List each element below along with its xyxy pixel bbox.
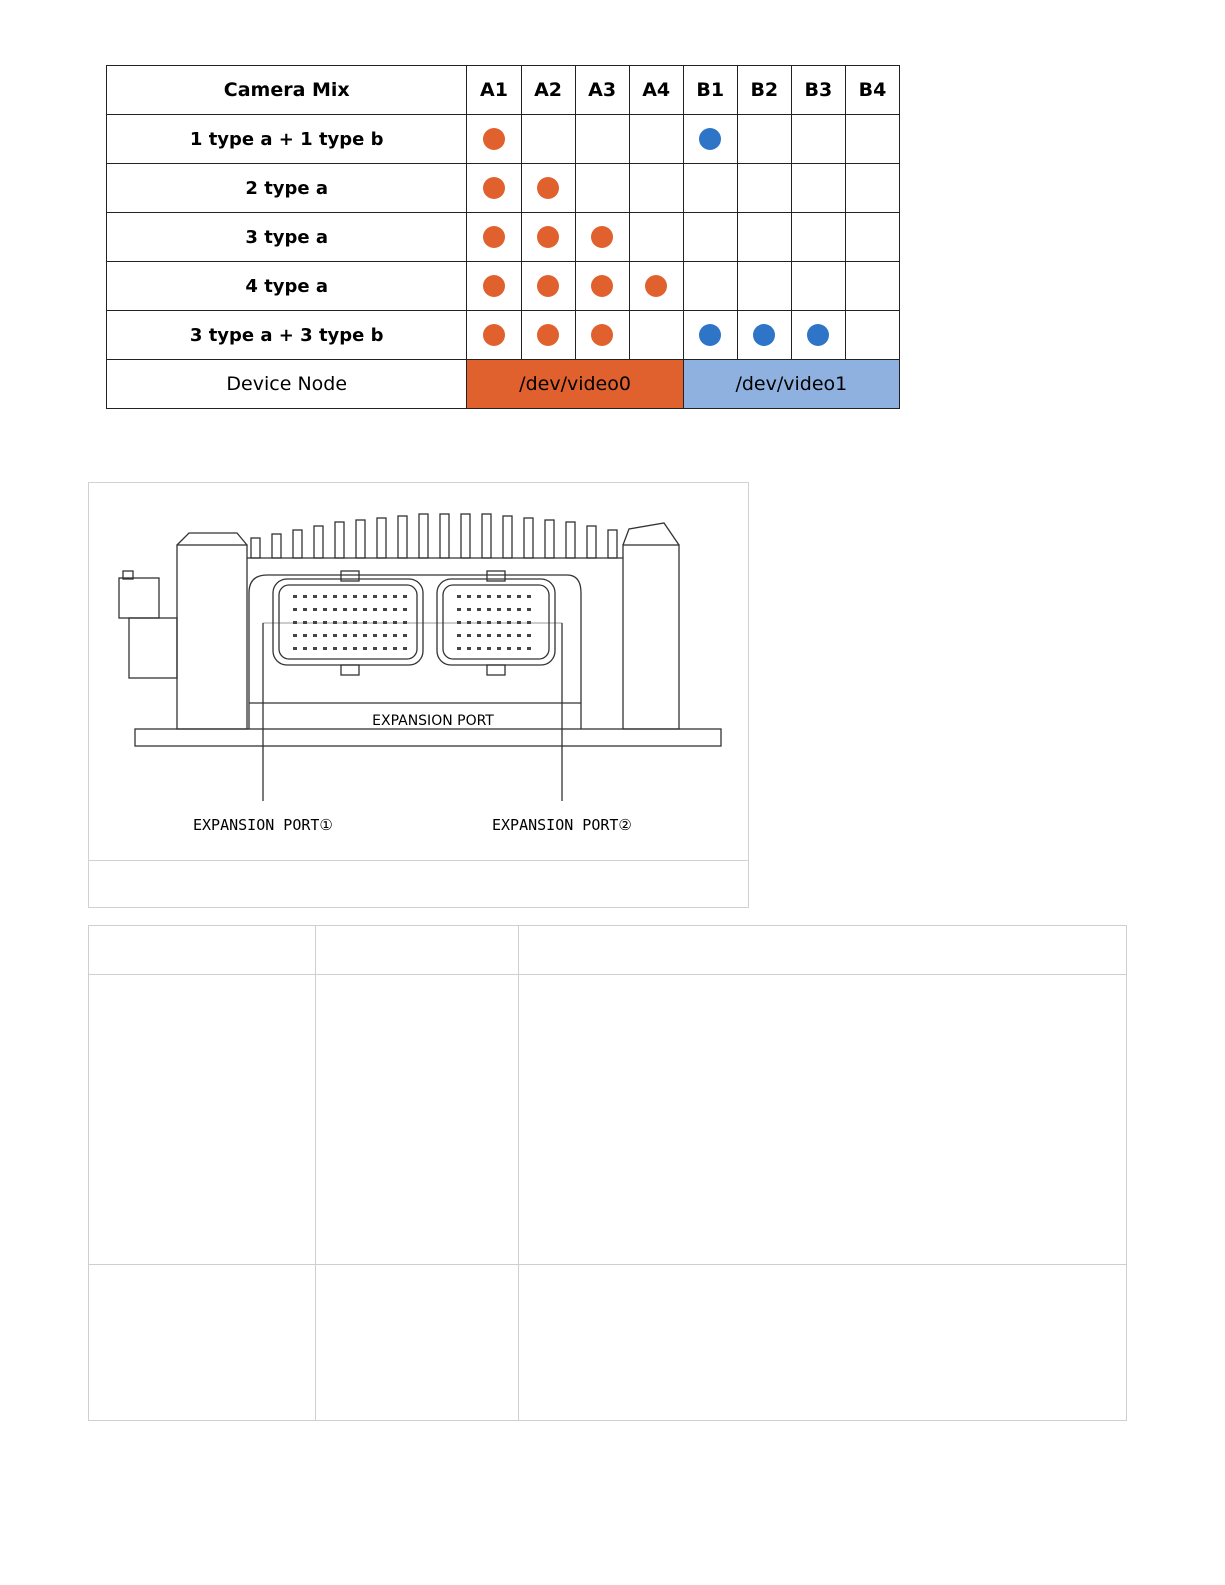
connector-pin bbox=[373, 608, 377, 611]
connector-pin bbox=[527, 621, 531, 624]
connector-pin bbox=[333, 595, 337, 598]
port-cell-a3 bbox=[575, 164, 629, 213]
connector-pin bbox=[303, 634, 307, 637]
connector-pin bbox=[487, 634, 491, 637]
port-header-a4: A4 bbox=[629, 66, 683, 115]
port-cell-a1 bbox=[467, 262, 521, 311]
connector-pin bbox=[527, 634, 531, 637]
connector-pin bbox=[487, 595, 491, 598]
port-cell-b2 bbox=[737, 213, 791, 262]
empty-table-row bbox=[89, 1265, 1127, 1421]
connector-pin bbox=[303, 621, 307, 624]
port-cell-a1 bbox=[467, 115, 521, 164]
empty-table-row bbox=[89, 975, 1127, 1265]
port-header-b2: B2 bbox=[737, 66, 791, 115]
camera-mix-table bbox=[106, 65, 900, 409]
type-a-camera-dot bbox=[483, 275, 505, 297]
port-cell-a3 bbox=[575, 262, 629, 311]
port-cell-b3 bbox=[791, 311, 845, 360]
port-cell-a2 bbox=[521, 262, 575, 311]
connector-pin bbox=[403, 608, 407, 611]
connector-pin bbox=[323, 595, 327, 598]
connector-pin bbox=[313, 621, 317, 624]
type-a-camera-dot bbox=[537, 226, 559, 248]
heatsink-fins bbox=[251, 514, 617, 558]
port-header-a2: A2 bbox=[521, 66, 575, 115]
port-cell-a1 bbox=[467, 213, 521, 262]
connector-pin bbox=[487, 647, 491, 650]
connector-pin bbox=[527, 595, 531, 598]
connector-pin bbox=[303, 647, 307, 650]
port-cell-b3 bbox=[791, 213, 845, 262]
type-a-camera-dot bbox=[591, 324, 613, 346]
connector-pin bbox=[497, 595, 501, 598]
heatsink-fin bbox=[587, 526, 596, 558]
connector-pin bbox=[383, 647, 387, 650]
connector-pin bbox=[293, 595, 297, 598]
connector-pin bbox=[477, 595, 481, 598]
port-cell-b4 bbox=[845, 311, 899, 360]
connector-pin bbox=[373, 595, 377, 598]
connector-pin bbox=[403, 634, 407, 637]
heatsink-fin bbox=[419, 514, 428, 558]
connector-pin bbox=[363, 595, 367, 598]
heatsink-fin bbox=[251, 538, 260, 558]
connector-pin bbox=[457, 608, 461, 611]
empty-table bbox=[88, 925, 1127, 1421]
connector-pin bbox=[373, 621, 377, 624]
connector-pin bbox=[313, 595, 317, 598]
port-cell-b4 bbox=[845, 164, 899, 213]
type-a-camera-dot bbox=[645, 275, 667, 297]
heatsink-fin bbox=[545, 520, 554, 558]
port-cell-a4 bbox=[629, 115, 683, 164]
connector-pin bbox=[507, 634, 511, 637]
empty-cell bbox=[316, 926, 519, 975]
port-cell-a4 bbox=[629, 311, 683, 360]
connector-pin bbox=[517, 595, 521, 598]
port-cell-a4 bbox=[629, 262, 683, 311]
port-cell-a4 bbox=[629, 213, 683, 262]
connector-pin bbox=[457, 647, 461, 650]
device-node-group-a: /dev/video0 bbox=[467, 360, 683, 409]
connector-pin bbox=[393, 608, 397, 611]
heatsink-fin bbox=[608, 530, 617, 558]
heatsink-fin bbox=[377, 518, 386, 558]
port-cell-b1 bbox=[683, 262, 737, 311]
connector-pin bbox=[373, 647, 377, 650]
port-cell-a2 bbox=[521, 164, 575, 213]
heatsink-fin bbox=[482, 514, 491, 558]
empty-cell bbox=[89, 975, 316, 1265]
connector-pin bbox=[517, 621, 521, 624]
type-a-camera-dot bbox=[537, 324, 559, 346]
connector-pin bbox=[403, 595, 407, 598]
port-cell-a1 bbox=[467, 164, 521, 213]
connector-pin bbox=[353, 647, 357, 650]
connector-pin bbox=[343, 621, 347, 624]
connector-pin bbox=[333, 621, 337, 624]
heatsink-fin bbox=[398, 516, 407, 558]
heatsink-fin bbox=[314, 526, 323, 558]
connector-pin bbox=[393, 621, 397, 624]
connector-pin bbox=[527, 608, 531, 611]
connector-pin bbox=[477, 621, 481, 624]
connector-pin bbox=[477, 608, 481, 611]
camera-mix-row bbox=[107, 213, 900, 262]
port-cell-b4 bbox=[845, 115, 899, 164]
connector-pin bbox=[353, 621, 357, 624]
port-cell-b3 bbox=[791, 115, 845, 164]
port-cell-a3 bbox=[575, 311, 629, 360]
connector-pin bbox=[293, 621, 297, 624]
connector-pin bbox=[333, 647, 337, 650]
heatsink-fin bbox=[461, 514, 470, 558]
connector-pin bbox=[477, 647, 481, 650]
type-a-camera-dot bbox=[483, 324, 505, 346]
connector-pin bbox=[333, 634, 337, 637]
connector-pin bbox=[467, 595, 471, 598]
connector-pin bbox=[383, 608, 387, 611]
connector-pin bbox=[293, 634, 297, 637]
port-header-a1: A1 bbox=[467, 66, 521, 115]
type-b-camera-dot bbox=[699, 324, 721, 346]
connector-pin bbox=[467, 621, 471, 624]
type-a-camera-dot bbox=[537, 177, 559, 199]
connector-pin bbox=[363, 608, 367, 611]
empty-cell bbox=[316, 1265, 519, 1421]
figure-caption-divider bbox=[89, 860, 748, 861]
empty-table-row bbox=[89, 926, 1127, 975]
connector-pin bbox=[457, 634, 461, 637]
port-header-b1: B1 bbox=[683, 66, 737, 115]
heatsink-fin bbox=[566, 522, 575, 558]
connector-pin bbox=[517, 647, 521, 650]
device-node-row bbox=[107, 360, 900, 409]
connector-pin bbox=[343, 595, 347, 598]
port-cell-a4 bbox=[629, 164, 683, 213]
table-header-row bbox=[107, 66, 900, 115]
camera-mix-row bbox=[107, 164, 900, 213]
type-a-camera-dot bbox=[591, 226, 613, 248]
type-a-camera-dot bbox=[537, 275, 559, 297]
expansion-port-label: EXPANSION PORT bbox=[372, 713, 494, 729]
central-body bbox=[249, 575, 581, 729]
expansion-port-1-pins bbox=[293, 595, 407, 650]
connector-pin bbox=[487, 621, 491, 624]
device-node-group-b: /dev/video1 bbox=[683, 360, 899, 409]
connector-pin bbox=[293, 608, 297, 611]
connector-pin bbox=[353, 634, 357, 637]
port-cell-b2 bbox=[737, 164, 791, 213]
port-cell-a3 bbox=[575, 213, 629, 262]
connector-pin bbox=[507, 621, 511, 624]
connector-pin bbox=[353, 608, 357, 611]
connector-pin bbox=[467, 608, 471, 611]
connector-pin bbox=[517, 608, 521, 611]
empty-cell bbox=[89, 926, 316, 975]
empty-cell bbox=[316, 975, 519, 1265]
connector-pin bbox=[363, 647, 367, 650]
camera-mix-row-label: 3 type a bbox=[107, 213, 467, 262]
port-cell-b2 bbox=[737, 115, 791, 164]
type-a-camera-dot bbox=[591, 275, 613, 297]
connector-pin bbox=[393, 647, 397, 650]
connector-pin bbox=[313, 608, 317, 611]
port-cell-a2 bbox=[521, 115, 575, 164]
type-a-camera-dot bbox=[483, 226, 505, 248]
type-b-camera-dot bbox=[699, 128, 721, 150]
type-b-camera-dot bbox=[753, 324, 775, 346]
connector-pin bbox=[343, 634, 347, 637]
connector-pin bbox=[497, 634, 501, 637]
port-cell-b1 bbox=[683, 213, 737, 262]
heatsink-fin bbox=[440, 514, 449, 558]
connector-pin bbox=[457, 621, 461, 624]
connector-pin bbox=[333, 608, 337, 611]
device-node-label: Device Node bbox=[107, 360, 467, 409]
port-header-a3: A3 bbox=[575, 66, 629, 115]
connector-pin bbox=[343, 647, 347, 650]
port-cell-a3 bbox=[575, 115, 629, 164]
connector-pin bbox=[527, 647, 531, 650]
connector-pin bbox=[403, 621, 407, 624]
connector-pin bbox=[343, 608, 347, 611]
connector-pin bbox=[383, 595, 387, 598]
device-figure-frame bbox=[88, 482, 749, 908]
port-header-b3: B3 bbox=[791, 66, 845, 115]
expansion-port-1-label: EXPANSION PORT① bbox=[193, 816, 333, 834]
connector-pin bbox=[293, 647, 297, 650]
empty-cell bbox=[519, 1265, 1127, 1421]
connector-pin bbox=[477, 634, 481, 637]
camera-mix-body bbox=[107, 115, 900, 360]
expansion-port-2-housing bbox=[437, 579, 555, 665]
camera-mix-header: Camera Mix bbox=[107, 66, 467, 115]
connector-pin bbox=[373, 634, 377, 637]
camera-mix-row-label: 4 type a bbox=[107, 262, 467, 311]
camera-mix-row bbox=[107, 262, 900, 311]
connector-pin bbox=[323, 647, 327, 650]
connector-pin bbox=[363, 634, 367, 637]
heatsink-fin bbox=[503, 516, 512, 558]
connector-pin bbox=[313, 647, 317, 650]
base-plate bbox=[135, 729, 721, 746]
camera-mix-row-label: 2 type a bbox=[107, 164, 467, 213]
connector-pin bbox=[303, 595, 307, 598]
port-cell-b2 bbox=[737, 311, 791, 360]
connector-pin bbox=[303, 608, 307, 611]
expansion-port-2-pins bbox=[457, 595, 531, 650]
port-cell-b1 bbox=[683, 311, 737, 360]
heatsink-fin bbox=[272, 534, 281, 558]
connector-pin bbox=[313, 634, 317, 637]
heatsink-fin bbox=[335, 522, 344, 558]
connector-pin bbox=[383, 634, 387, 637]
connector-pin bbox=[507, 595, 511, 598]
type-b-camera-dot bbox=[807, 324, 829, 346]
connector-pin bbox=[323, 634, 327, 637]
port-cell-b2 bbox=[737, 262, 791, 311]
connector-pin bbox=[467, 647, 471, 650]
port-cell-b1 bbox=[683, 164, 737, 213]
empty-cell bbox=[519, 926, 1127, 975]
empty-cell bbox=[519, 975, 1127, 1265]
port-header-b4: B4 bbox=[845, 66, 899, 115]
connector-pin bbox=[393, 595, 397, 598]
connector-pin bbox=[507, 647, 511, 650]
port-cell-a2 bbox=[521, 213, 575, 262]
camera-mix-row bbox=[107, 311, 900, 360]
device-front-view-drawing bbox=[89, 483, 750, 861]
port-cell-b3 bbox=[791, 262, 845, 311]
port-cell-b4 bbox=[845, 262, 899, 311]
connector-pin bbox=[403, 647, 407, 650]
connector-pin bbox=[487, 608, 491, 611]
empty-cell bbox=[89, 1265, 316, 1421]
connector-pin bbox=[363, 621, 367, 624]
connector-pin bbox=[497, 608, 501, 611]
connector-pin bbox=[393, 634, 397, 637]
heatsink-fin bbox=[293, 530, 302, 558]
port-cell-b1 bbox=[683, 115, 737, 164]
left-body-block bbox=[177, 545, 247, 729]
camera-mix-row-label: 3 type a + 3 type b bbox=[107, 311, 467, 360]
connector-pin bbox=[323, 608, 327, 611]
port-cell-b3 bbox=[791, 164, 845, 213]
connector-pin bbox=[457, 595, 461, 598]
heatsink-fin bbox=[524, 518, 533, 558]
connector-pin bbox=[497, 647, 501, 650]
heatsink-fin bbox=[356, 520, 365, 558]
connector-pin bbox=[497, 621, 501, 624]
port-cell-b4 bbox=[845, 213, 899, 262]
connector-pin bbox=[383, 621, 387, 624]
type-a-camera-dot bbox=[483, 128, 505, 150]
connector-pin bbox=[507, 608, 511, 611]
connector-pin bbox=[467, 634, 471, 637]
connector-pin bbox=[353, 595, 357, 598]
connector-pin bbox=[517, 634, 521, 637]
right-body-block bbox=[623, 545, 679, 729]
camera-mix-row-label: 1 type a + 1 type b bbox=[107, 115, 467, 164]
type-a-camera-dot bbox=[483, 177, 505, 199]
port-cell-a2 bbox=[521, 311, 575, 360]
port-cell-a1 bbox=[467, 311, 521, 360]
expansion-port-2-label: EXPANSION PORT② bbox=[492, 816, 632, 834]
side-connector bbox=[119, 578, 159, 618]
camera-mix-row bbox=[107, 115, 900, 164]
connector-pin bbox=[323, 621, 327, 624]
